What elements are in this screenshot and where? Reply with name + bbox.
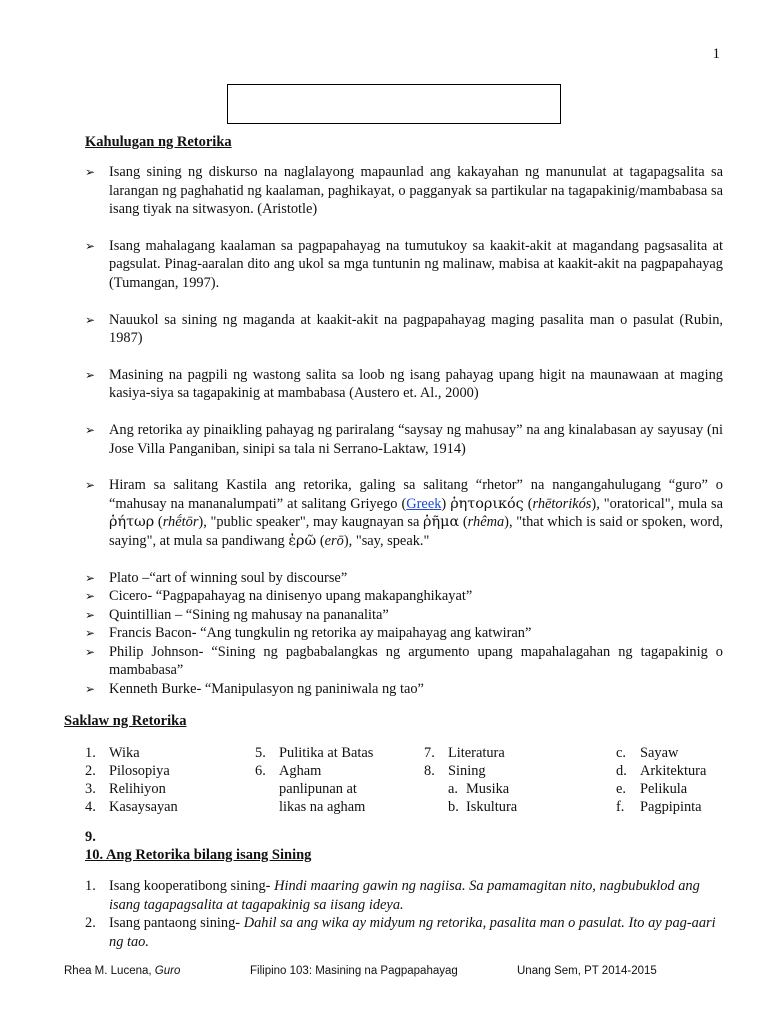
list-item: ➢ Kenneth Burke- “Manipulasyon ng paniniwala ng tao” — [85, 681, 424, 698]
definitions-list — [85, 163, 723, 699]
heading-retorika-sining: 10. Ang Retorika bilang isang Sining — [85, 847, 312, 863]
arrow-bullet-icon: ➢ — [85, 607, 96, 622]
list-item: ➢ Masining na pagpili ng wastong salita sa loob ng isang pahayag upang higit na maunawaan at maging kasiya-siya sa tagapakinig at mambabasa (Austero et. Al., 2000) — [85, 366, 723, 402]
list-item: 2. Isang pantaong sining- Dahil sa ang wika ay midyum ng retorika, pasalita man o pasulat. Ito ay pag-aari ng tao. — [85, 915, 716, 950]
list-item: d. Arkitektura — [616, 763, 707, 779]
saklaw-column-4 — [616, 744, 706, 816]
heading-kahulugan: Kahulugan ng Retorika — [85, 134, 232, 150]
footer-author: Rhea M. Lucena, Guro — [64, 965, 181, 977]
arrow-bullet-icon: ➢ — [85, 644, 96, 659]
sining-list — [85, 877, 725, 951]
list-item: 5. Pulitika at Batas — [255, 745, 374, 761]
list-item: c. Sayaw — [616, 745, 679, 761]
list-item: 8. Sining — [424, 763, 486, 779]
footer-course: Filipino 103: Masining na Pagpapahayag — [250, 965, 458, 977]
list-item: 2. Pilosopiya — [85, 763, 170, 779]
list-item: 7. Literatura — [424, 745, 505, 761]
list-item: 1. Wika — [85, 745, 140, 761]
list-item: ➢ Isang sining ng diskurso na naglalayong mapaunlad ang kakayahan ng manunulat at tagapagsalita sa larangan ng paghahatid ng kaalaman, paghikayat, o pagganyak sa partikular na tagapakinig/mambabasa sa isang tiyak na sitwasyon. (Aristotle) — [85, 164, 723, 218]
saklaw-column-2 — [255, 744, 390, 816]
list-item: ➢ Philip Johnson- “Sining ng pagbabalangkas ng argumento upang mapahalagahan ng tagapakinig o mambabasa” — [85, 643, 723, 679]
list-item: 1. Isang kooperatibong sining- Hindi maaring gawin ng nagiisa. Sa pamamagitan nito, nagbubuklod ang isang tagapagsalita at tagapakinig sa iisang ideya. — [85, 878, 700, 913]
heading-saklaw: Saklaw ng Retorika — [64, 713, 187, 729]
arrow-bullet-icon: ➢ — [85, 367, 96, 382]
list-item: b. Iskultura — [448, 799, 518, 815]
list-item: ➢ Quintillian – “Sining ng mahusay na pananalita” — [85, 606, 389, 623]
list-item: ➢ Isang mahalagang kaalaman sa pagpapahayag na tumutukoy sa kaakit-akit at magandang pagsasalita at pagsulat. Pinag-aaralan dito ang ukol sa mga tuntunin ng malinaw, mabisa at kaakit-akit na pagpapahayag (Tumangan, 1997). — [85, 237, 723, 291]
list-item: 4. Kasaysayan — [85, 799, 178, 815]
list-item: e. Pelikula — [616, 781, 688, 797]
arrow-bullet-icon: ➢ — [85, 312, 96, 327]
arrow-bullet-icon: ➢ — [85, 682, 96, 697]
list-item: f. Pagpipinta — [616, 799, 702, 815]
arrow-bullet-icon: ➢ — [85, 238, 96, 253]
list-item: ➢ Francis Bacon- “Ang tungkulin ng retorika ay maipahayag ang katwiran” — [85, 625, 532, 642]
list-item: ➢ Cicero- “Pagpapahayag na dinisenyo upang makapanghikayat” — [85, 588, 473, 605]
footer-term: Unang Sem, PT 2014-2015 — [517, 965, 657, 977]
list-item: ➢ Plato –“art of winning soul by discourse” — [85, 569, 348, 586]
arrow-bullet-icon: ➢ — [85, 570, 96, 585]
page-number: 1 — [712, 46, 720, 62]
arrow-bullet-icon: ➢ — [85, 626, 96, 641]
list-item: 6. Agham panlipunan at likas na agham — [255, 763, 366, 815]
arrow-bullet-icon: ➢ — [85, 422, 96, 437]
list-item: 3. Relihiyon — [85, 781, 166, 797]
greek-link[interactable]: Greek — [406, 495, 442, 512]
arrow-bullet-icon: ➢ — [85, 589, 96, 604]
arrow-bullet-icon: ➢ — [85, 165, 96, 179]
list-item: ➢ Nauukol sa sining ng maganda at kaakit-akit na pagpapahayag maging pasalita man o pasulat (Rubin, 1987) — [85, 311, 723, 347]
title-box — [227, 84, 561, 124]
list-item: a. Musika — [448, 781, 510, 797]
item-9: 9. — [85, 829, 96, 845]
saklaw-column-1 — [85, 744, 178, 816]
list-item: ➢ Ang retorika ay pinaikling pahayag ng pariralang “saysay ng mahusay” na ang kinalabasan ay sayusay (ni Jose Villa Panganiban, sinipi sa tala ni Serrano-Laktaw, 1914) — [85, 421, 723, 457]
arrow-bullet-icon: ➢ — [85, 478, 96, 493]
etymology-item: ➢ Hiram sa salitang Kastila ang retorika, galing sa salitang “rhetor” na nangangahulugang “guro” o “mahusay na mananalumpati” at salitang Griyego (Greek) ῥητορικός (rhētorikós), "oratorical", mula sa ῥήτωρ (rhḗtōr), "public speaker", may kaugnayan sa ῥῆμα (rhêma), "that which is said or spoken, word, saying", at mula sa pandiwang ἐρῶ (erō), "say, speak." — [85, 477, 724, 549]
saklaw-column-3 — [424, 744, 517, 816]
